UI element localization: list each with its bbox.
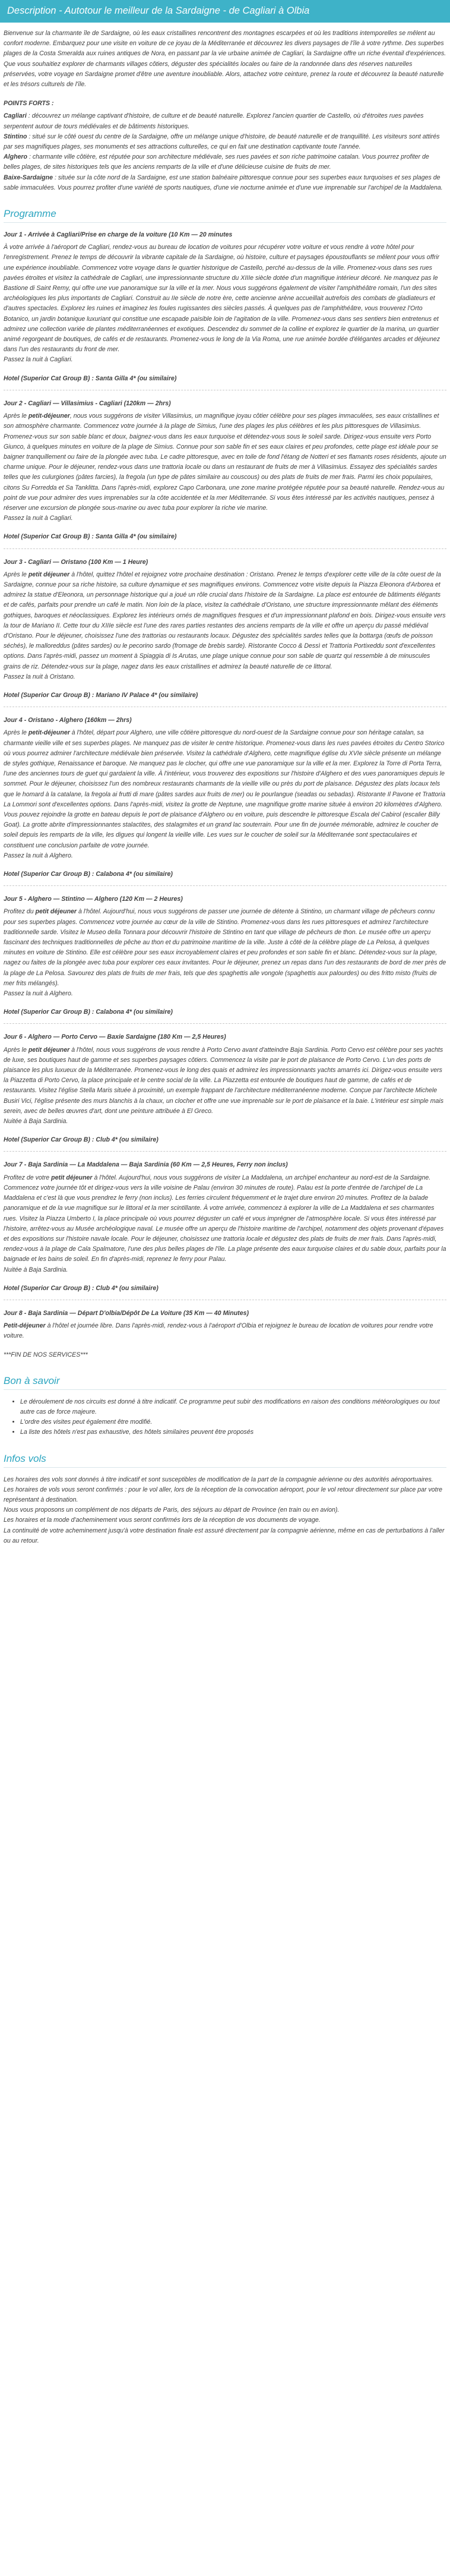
day-text-lead: Après le: [4, 570, 28, 578]
point-name: Alghero: [4, 153, 28, 161]
point-baixe-sardaigne: [4, 173, 446, 193]
day-title: Jour 4 - Oristano - Alghero (160km — 2hrs): [4, 717, 132, 724]
point-name: Cagliari: [4, 112, 27, 120]
day-text: À votre arrivée à l'aéroport de Cagliari, rendez-vous au bureau de location de voitures pour récupérer votre voiture et vous rendre à votre hôtel pour l'enregistrement. Prenez le temps de découvrir la vibrante capitale de la Sardaigne, où histoire, culture et paysages époustouflants se mêlent pour vous offrir une expérience inoubliable. Commencez votre voyage dans le quartier historique de Castello, perché au-dessus de la ville. Promenez-vous dans ses rues pavées étroites et visitez la cathédrale de Cagliari, une impressionnante structure du XIIIe siècle dotée d'un magnifique intérieur décoré. Ne manquez pas le Bastione di Saint Remy, qui offre une vue panoramique sur la ville et la mer. Nous vous suggérons également de visiter l'amphithéâtre romain, l'un des sites archéologiques les plus importants de Cagliari. Construit au IIe siècle de notre ère, cette ancienne arène accueillait autrefois des combats de gladiateurs et d'autres spectacles. Explorez les ruines et imaginez les foules rugissantes des siècles passés. À quelques pas de l'amphithéâtre, vous trouverez l'Orto Botanico, un jardin botanique luxuriant qui constitue une escapade paisible loin de l'agitation de la ville. Promenez-vous dans ses sentiers bien entretenus et admirez une collection variée de plantes méditerranéennes et exotiques. Descendez du sommet de la colline et explorez le quartier de la marina, un quartier animé regorgeant de boutiques, de cafés et de restaurants. Promenez-vous le long de la Via Roma, une rue animée bordée d'élégantes arcades et déjeunez dans l'un des restaurants du front de mer.: [4, 244, 441, 354]
day-text: [4, 907, 446, 989]
day-hotel: Hotel (Superior Car Group B) : Club 4* (ou similaire): [4, 1136, 159, 1144]
day-text-lead: Après le: [4, 729, 28, 737]
day-8: [4, 1309, 446, 1360]
day-title: Jour 5 - Alghero — Stintino — Alghero (120 Km — 2 Heures): [4, 896, 183, 903]
day-title: Jour 2 - Cagliari — Villasimius - Cagliari (120km — 2hrs): [4, 399, 171, 407]
intro-paragraph: Bienvenue sur la charmante île de Sardaigne, où les eaux cristallines rencontrent des montagnes escarpées et où les traditions intemporelles se mêlent au confort moderne. Embarquez pour une visite en voiture de ce joyau de la Méditerranée et découvrez les divers paysages de l'île à votre rythme. Des superbes plages de la Costa Smeralda aux ruines antiques de Nora, en passant par la vie urbaine animée de Cagliari, la Sardaigne offre un riche éventail d'expériences. Que vous souhaitiez explorer de charmants villages côtiers, déguster des spécialités locales ou faire de la randonnée dans des réserves naturelles préservées, votre voyage en Sardaigne promet d'être une aventure inoubliable. Alors, attachez votre ceinture, prenez la route et découvrez la beauté naturelle et les trésors culturels de l'île.: [4, 30, 446, 89]
day-1: [4, 230, 446, 384]
day-text-body: à l'hôtel, départ pour Alghero, une ville côtière pittoresque du nord-ouest de la Sardaigne connue pour son héritage catalan, sa charmante vieille ville et ses superbes plages. Ne manquez pas de visiter le centre historique. Promenez-vous dans les rues pavées étroites du Centro Storico où vous pourrez admirer l'architecture médiévale bien préservée. Visitez la cathédrale d'Alghero, cette magnifique église du XVIe siècle présente un mélange de styles gothique, Renaissance et baroque. Ne manquez pas le clocher, qui offre une vue panoramique sur la ville et la mer. Explorez la Torre di Porta Terra, l'une des anciennes tours de guet qui gardaient la ville. À l'intérieur, vous trouverez des expositions sur l'histoire d'Alghero et des vues panoramiques depuis le sommet. Pour le déjeuner, choisissez l'un des nombreux restaurants charmants de la vieille ville ou près du port de plaisance. Dégustez des plats locaux tels que le homard à la catalane, la fregola ai frutti di mare (pâtes sardes aux fruits de mer) ou le pourlangue (seadas ou sebadas). Ristorante Il Pavone et Trattoria La Lommori sont d'excellentes options. Dans l'après-midi, visitez la grotte de Neptune, une magnifique grotte marine située à environ 20 kilomètres d'Alghero. Vous pouvez rejoindre la grotte en bateau depuis le port de plaisance d'Alghero ou en voiture, puis descendre le pittoresque Escala del Cabirol (escalier Billy Goat). La grotte abrite d'impressionnantes stalactites, des stalagmites et un grand lac souterrain. Pour une fin de journée mémorable, admirez le coucher de soleil depuis les remparts de la ville, les digues qui longent la vieille ville. Les vues sur le coucher de soleil sur la Méditerranée sont spectaculaires et constituent une conclusion parfaite de votre journée.: [4, 729, 446, 849]
day-3: [4, 557, 446, 701]
day-hotel: Hotel (Superior Car Group B) : Mariano IV Palace 4* (ou similaire): [4, 691, 198, 699]
info-paragraph: Les horaires et la mode d'acheminement vous seront confirmés lors de la réception de vos documents de voyage.: [4, 1516, 321, 1524]
day-text-lead: Après le: [4, 412, 28, 420]
page-title-banner: [0, 0, 450, 23]
divider: [4, 548, 446, 549]
day-text-bold: Petit-déjeuner: [4, 1322, 46, 1330]
day-title: Jour 1 - Arrivée à Cagliari/Prise en charge de la voiture (10 Km — 20 minutes: [4, 231, 233, 239]
day-text-body: à l'hôtel. Aujourd'hui, nous vous suggérons de passer une journée de détente à Stintino, un charmant village de pêcheurs connu pour ses superbes plages. Commencez votre journée au cœur de la ville de Stintino. Promenez-vous dans les rues pittoresques et admirez l'architecture traditionnelle sarde. Visitez le Museo della Tonnara pour découvrir l'histoire de Stintino en tant que village de pêcheurs de thon. Le musée offre un aperçu fascinant des techniques traditionnelles de pêche au thon et du patrimoine maritime de la ville. Juste à côté de la célèbre plage de La Pelosa, à quelques minutes en voiture de Stintino. Elle est célèbre pour ses eaux incroyablement claires et peu profondes et son sable fin et blanc. Détendez-vous sur la plage, nagez ou faites de la plongée avec tuba pour explorer ces eaux invitantes. Pour le déjeuner, prenez un repas dans l'un des restaurants de bord de mer près de la plage de La Pelosa. Savourez des plats de fruits de mer frais, tels que des spaghettis alle vongole (spaghettis aux palourdes) ou des fritto misto (fruits de mer frits mélangés).: [4, 908, 446, 987]
day-text-bold: petit déjeuner: [28, 1046, 70, 1054]
point-stintino: [4, 132, 446, 152]
day-text-body: à l'hôtel et journée libre. Dans l'après-midi, rendez-vous à l'aéroport d'Olbia et rejoignez le bureau de location de voitures pour rendre votre voiture.: [4, 1322, 433, 1340]
infos-vols-heading: Infos vols: [4, 1452, 446, 1468]
points-forts-list: [4, 111, 446, 193]
day-night: Passez la nuit à Oristano.: [4, 673, 75, 680]
point-name: Stintino: [4, 133, 27, 140]
day-title: Jour 6 - Alghero — Porto Cervo — Baxie Sardaigne (180 Km — 2,5 Heures): [4, 1033, 226, 1041]
day-hotel: Hotel (Superior Cat Group B) : Santa Gilla 4* (ou similaire): [4, 374, 177, 382]
info-paragraph: Les horaires des vols sont donnés à titre indicatif et sont susceptibles de modification de la part de la compagnie aérienne ou des autorités aéroportuaires.: [4, 1475, 433, 1483]
day-text-body: à l'hôtel, nous vous suggérons de vous rendre à Porto Cervo avant d'atteindre Baja Sardinia. Porto Cervo est célèbre pour ses yachts de luxe, ses boutiques haut de gamme et ses superbes paysages côtiers. Commencez la visite par le port de plaisance de Porto Cervo. L'un des ports de plaisance les plus luxueux de la Méditerranée. Promenez-vous le long des quais et admirez les impressionnants yachts amarrés ici. Dirigez-vous ensuite vers la Piazzetta di Porto Cervo, la place principale et le centre social de la ville. La Piazzetta est entourée de boutiques haut de gamme, de cafés et de restaurants. Visitez l'église Stella Maris située à proximité, un exemple frappant de l'architecture méditerranéenne moderne. Conçue par l'architecte Michele Busiri Vici, l'église présente des murs blanchis à la chaux, un clocher et offre une vue imprenable sur le port de plaisance et la baie. L'intérieur est simple mais serein, avec de belles œuvres d'art, dont une peinture attribuée à El Greco.: [4, 1046, 444, 1115]
day-6: [4, 1032, 446, 1145]
list-item: • La liste des hôtels n'est pas exhaustive, des hôtels similaires peuvent être proposés: [20, 1427, 446, 1437]
point-text: : charmante ville côtière, est réputée pour son architecture médiévale, ses rues pavées et son riche patrimoine catalan. Vous pourrez profiter de belles plages, de sites historiques tels que les anciens remparts de la ville et d'une délicieuse cuisine de fruits de mer.: [4, 153, 429, 171]
point-text: : découvrez un mélange captivant d'histoire, de culture et de beauté naturelle. Explorez l'ancien quartier de Castello, où d'étroites rues pavées serpentent autour de tours médiévales et de bâtiments historiques.: [4, 112, 424, 130]
day-hotel: Hotel (Superior Car Group B) : Calabona 4* (ou similaire): [4, 871, 173, 878]
day-title: Jour 3 - Cagliari — Oristano (100 Km — 1 Heure): [4, 558, 148, 566]
list-item: • Le déroulement de nos circuits est donné à titre indicatif. Ce programme peut subir des modifications en raison des conditions météorologiques ou tout autre cas de force majeure.: [20, 1397, 446, 1417]
infos-vols-body: [4, 1475, 446, 1546]
day-text-lead: Profitez de votre: [4, 1174, 52, 1181]
day-text: [4, 1173, 446, 1265]
divider: [4, 1151, 446, 1152]
day-hotel: Hotel (Superior Cat Group B) : Santa Gilla 4* (ou similaire): [4, 533, 177, 541]
end-of-services: ***FIN DE NOS SERVICES***: [4, 1351, 88, 1358]
day-text-body: à l'hôtel. Aujourd'hui, nous vous suggérons de visiter La Maddalena, un archipel enchanteur au nord-est de la Sardaigne. Commencez votre journée tôt et dirigez-vous vers la ville voisine de Palau (environ 30 minutes de route). Palau est la porte d'entrée de l'archipel de La Maddalena et c'est là que vous prendrez le ferry (non inclus). Les ferries circulent fréquemment et le trajet dure environ 20 minutes. Profitez de la balade panoramique et de la vue magnifique sur le littoral et la mer scintillante. À votre arrivée, commencez à explorer la ville de La Maddalena et ses charmantes rues. Visitez la Piazza Umberto I, la place principale où vous pourrez déguster un café et vous imprégner de l'atmosphère locale. Si vous êtes intéressé par l'histoire, arrêtez-vous au Musée archéologique naval. Le musée offre un aperçu de l'histoire maritime de l'archipel, notamment des objets provenant d'épaves et des expositions sur l'histoire navale locale. Pour le déjeuner, choisissez une trattoria locale et dégustez des plats de fruits de mer frais. Dans l'après-midi, rendez-vous à la plage de Cala Spalmatore, l'une des plus belles plages de l'île. La plage présente des eaux turquoise claires et du sable doux, parfaits pour la baignade et les bains de soleil. En fin d'après-midi, reprenez le ferry pour Palau.: [4, 1174, 446, 1263]
day-night: Passez la nuit à Cagliari.: [4, 515, 73, 522]
day-title: Jour 8 - Baja Sardinia — Départ D'olbia/Dépôt De La Voiture (35 Km — 40 Minutes): [4, 1309, 249, 1317]
points-forts: [4, 99, 446, 109]
day-text: [4, 411, 446, 513]
bon-a-savoir-heading: Bon à savoir: [4, 1374, 446, 1390]
point-alghero: [4, 152, 446, 172]
day-night: Nuitée à Baja Sardinia.: [4, 1118, 68, 1125]
day-2: [4, 399, 446, 543]
day-7: [4, 1160, 446, 1293]
day-text-body: , nous vous suggérons de visiter Villasimius, un magnifique joyau côtier célèbre pour ses plages immaculées, ses eaux cristallines et son atmosphère charmante. Commencez votre journée à la plage de Simius, l'une des plages les plus célèbres et les plus pittoresques de Villasimius. Promenez-vous sur son sable blanc et doux, baignez-vous dans les eaux turquoise et détendez-vous sous le soleil sarde. Dirigez-vous ensuite vers Porto Giunco, à quelques minutes en voiture de la plage de Simius. Connue pour son sable fin et ses eaux claires et peu profondes, cette plage est idéale pour se baigner tranquillement ou faire de la plongée avec tuba. Le cadre pittoresque, avec en toile de fond l'étang de Notteri et ses flamants roses résidents, ajoute un charme unique. Pour le déjeuner, rendez-vous dans une trattoria locale ou dans un restaurant de fruits de mer à Villasimius. Essayez des spécialités sardes telles que les culurgiones (pâtes farcies), la fregola (un type de pâtes similaire au couscous) ou des plats de fruits de mer frais. Parmi les choix populaires, citons Su Forredda et Sa Tanklitta. Dans l'après-midi, explorez Capo Carbonara, une zone marine protégée réputée pour sa beauté naturelle. Rendez-vous au point de vue pour admirer des vues imprenables sur la côte accidentée et la mer Méditerranée. Si vous êtes intéressé par les activités nautiques, pensez à réserver une excursion de plongée sous-marine ou avec tuba pour explorer la riche vie marine.: [4, 412, 446, 512]
day-text-lead: Profitez du: [4, 908, 36, 916]
day-text-lead: Après le: [4, 1046, 28, 1054]
day-hotel: Hotel (Superior Car Group B) : Calabona 4* (ou similaire): [4, 1008, 173, 1016]
info-paragraph: Les horaires de vols vous seront confirmés : pour le vol aller, lors de la réception de la convocation aéroport, pour le vol retour directement sur place par votre représentant à destination.: [4, 1486, 443, 1503]
day-text-bold: petit-déjeuner: [28, 729, 70, 737]
day-text-bold: petit déjeuner: [28, 570, 70, 578]
info-paragraph: Nous vous proposons un complément de nos départs de Paris, des séjours au départ de Province (en train ou en avion).: [4, 1506, 340, 1514]
programme-heading: Programme: [4, 207, 446, 223]
day-text-bold: petit déjeuner: [35, 908, 77, 916]
bon-a-savoir-list: [4, 1397, 446, 1438]
day-text-body: à l'hôtel, quittez l'hôtel et rejoignez votre prochaine destination : Oristano. Prenez le temps d'explorer cette ville de la côte ouest de la Sardaigne, connue pour sa riche histoire, sa culture dynamique et ses magnifiques environs. Commencez votre visite depuis la Piazza Eleonora d'Arborea et admirez la statue d'Eleonora, un personnage historique qui a joué un rôle crucial dans l'histoire de la Sardaigne. La place est entourée de bâtiments élégants et de cafés, parfaits pour prendre un café le matin. Non loin de la place, visitez la cathédrale d'Oristano, une structure impressionnante mêlant des éléments gothiques, baroques et néoclassiques. Explorez les intérieurs ornés de magnifiques fresques et d'un impressionnant plafond en bois. Dirigez-vous ensuite vers la tour de Mariano II. Cette tour du XIIIe siècle est l'une des rares parties restantes des anciens remparts de la ville et offre un aperçu du passé médiéval d'Oristano. Pour le déjeuner, choisissez l'une des trattorias ou restaurants locaux. Dégustez des spécialités sardes telles que la bottarga (œufs de poisson séchés), le malloreddus (pâtes sardes) ou le pecorino sardo (fromage de brebis sarde). Ristorante Cocco & Dessì et Trattoria Portixeddu sont d'excellentes options. Dans l'après-midi, passez un moment à Spiaggia di Is Arutas, une plage unique connue pour son sable de quartz qui ressemble à de minuscules grains de riz. Détendez-vous sur la plage, nagez dans les eaux cristallines et admirez la beauté naturelle de ce littoral.: [4, 570, 446, 670]
point-text: : situé sur le côté ouest du centre de la Sardaigne, offre un mélange unique d'histoire, de beauté naturelle et de tranquillité. Les visiteurs sont attirés par ses magnifiques plages, ses monuments et ses attractions culturelles, ce qui en fait une destination captivante toute l'année.: [4, 133, 440, 151]
content: [0, 29, 450, 1558]
point-name: Baixe-Sardaigne: [4, 174, 53, 181]
day-night: Passez la nuit à Alghero.: [4, 990, 73, 998]
day-title: Jour 7 - Baja Sardinia — La Maddalena — Baja Sardinia (60 Km — 2,5 Heures, Ferry non inclus): [4, 1161, 288, 1169]
day-night: Passez la nuit à Cagliari.: [4, 356, 73, 364]
list-item: • L'ordre des visites peut également être modifié.: [20, 1417, 446, 1427]
day-text: [4, 570, 446, 672]
info-paragraph: La continuité de votre acheminement jusqu'à votre destination finale est assuré directement par la compagnie aérienne, même en cas de perturbations à l'aller ou au retour.: [4, 1527, 445, 1544]
point-cagliari: [4, 111, 446, 131]
day-hotel: Hotel (Superior Car Group B) : Club 4* (ou similaire): [4, 1284, 159, 1292]
point-text: : située sur la côte nord de la Sardaigne, est une station balnéaire pittoresque connue pour ses superbes eaux turquoises et ses plages de sable immaculées. Vous pourrez profiter d'une variété de sports nautiques, d'une vie nocturne animée et d'une vue imprenable sur l'archipel de la Maddalena.: [4, 174, 443, 191]
page-title: Description - Autotour le meilleur de la Sardaigne - de Cagliari à Olbia: [7, 5, 310, 16]
day-5: [4, 894, 446, 1017]
divider: [4, 1023, 446, 1024]
divider: [4, 885, 446, 886]
day-text-bold: petit déjeuner: [51, 1174, 93, 1181]
points-forts-label: POINTS FORTS :: [4, 100, 54, 108]
day-night: Passez la nuit à Alghero.: [4, 852, 73, 859]
day-text: [4, 728, 446, 850]
day-4: [4, 715, 446, 879]
day-text: [4, 1321, 446, 1341]
day-text: [4, 1045, 446, 1117]
day-night: Nuitée à Baja Sardinia.: [4, 1266, 68, 1273]
day-text-bold: petit-déjeuner: [28, 412, 70, 420]
